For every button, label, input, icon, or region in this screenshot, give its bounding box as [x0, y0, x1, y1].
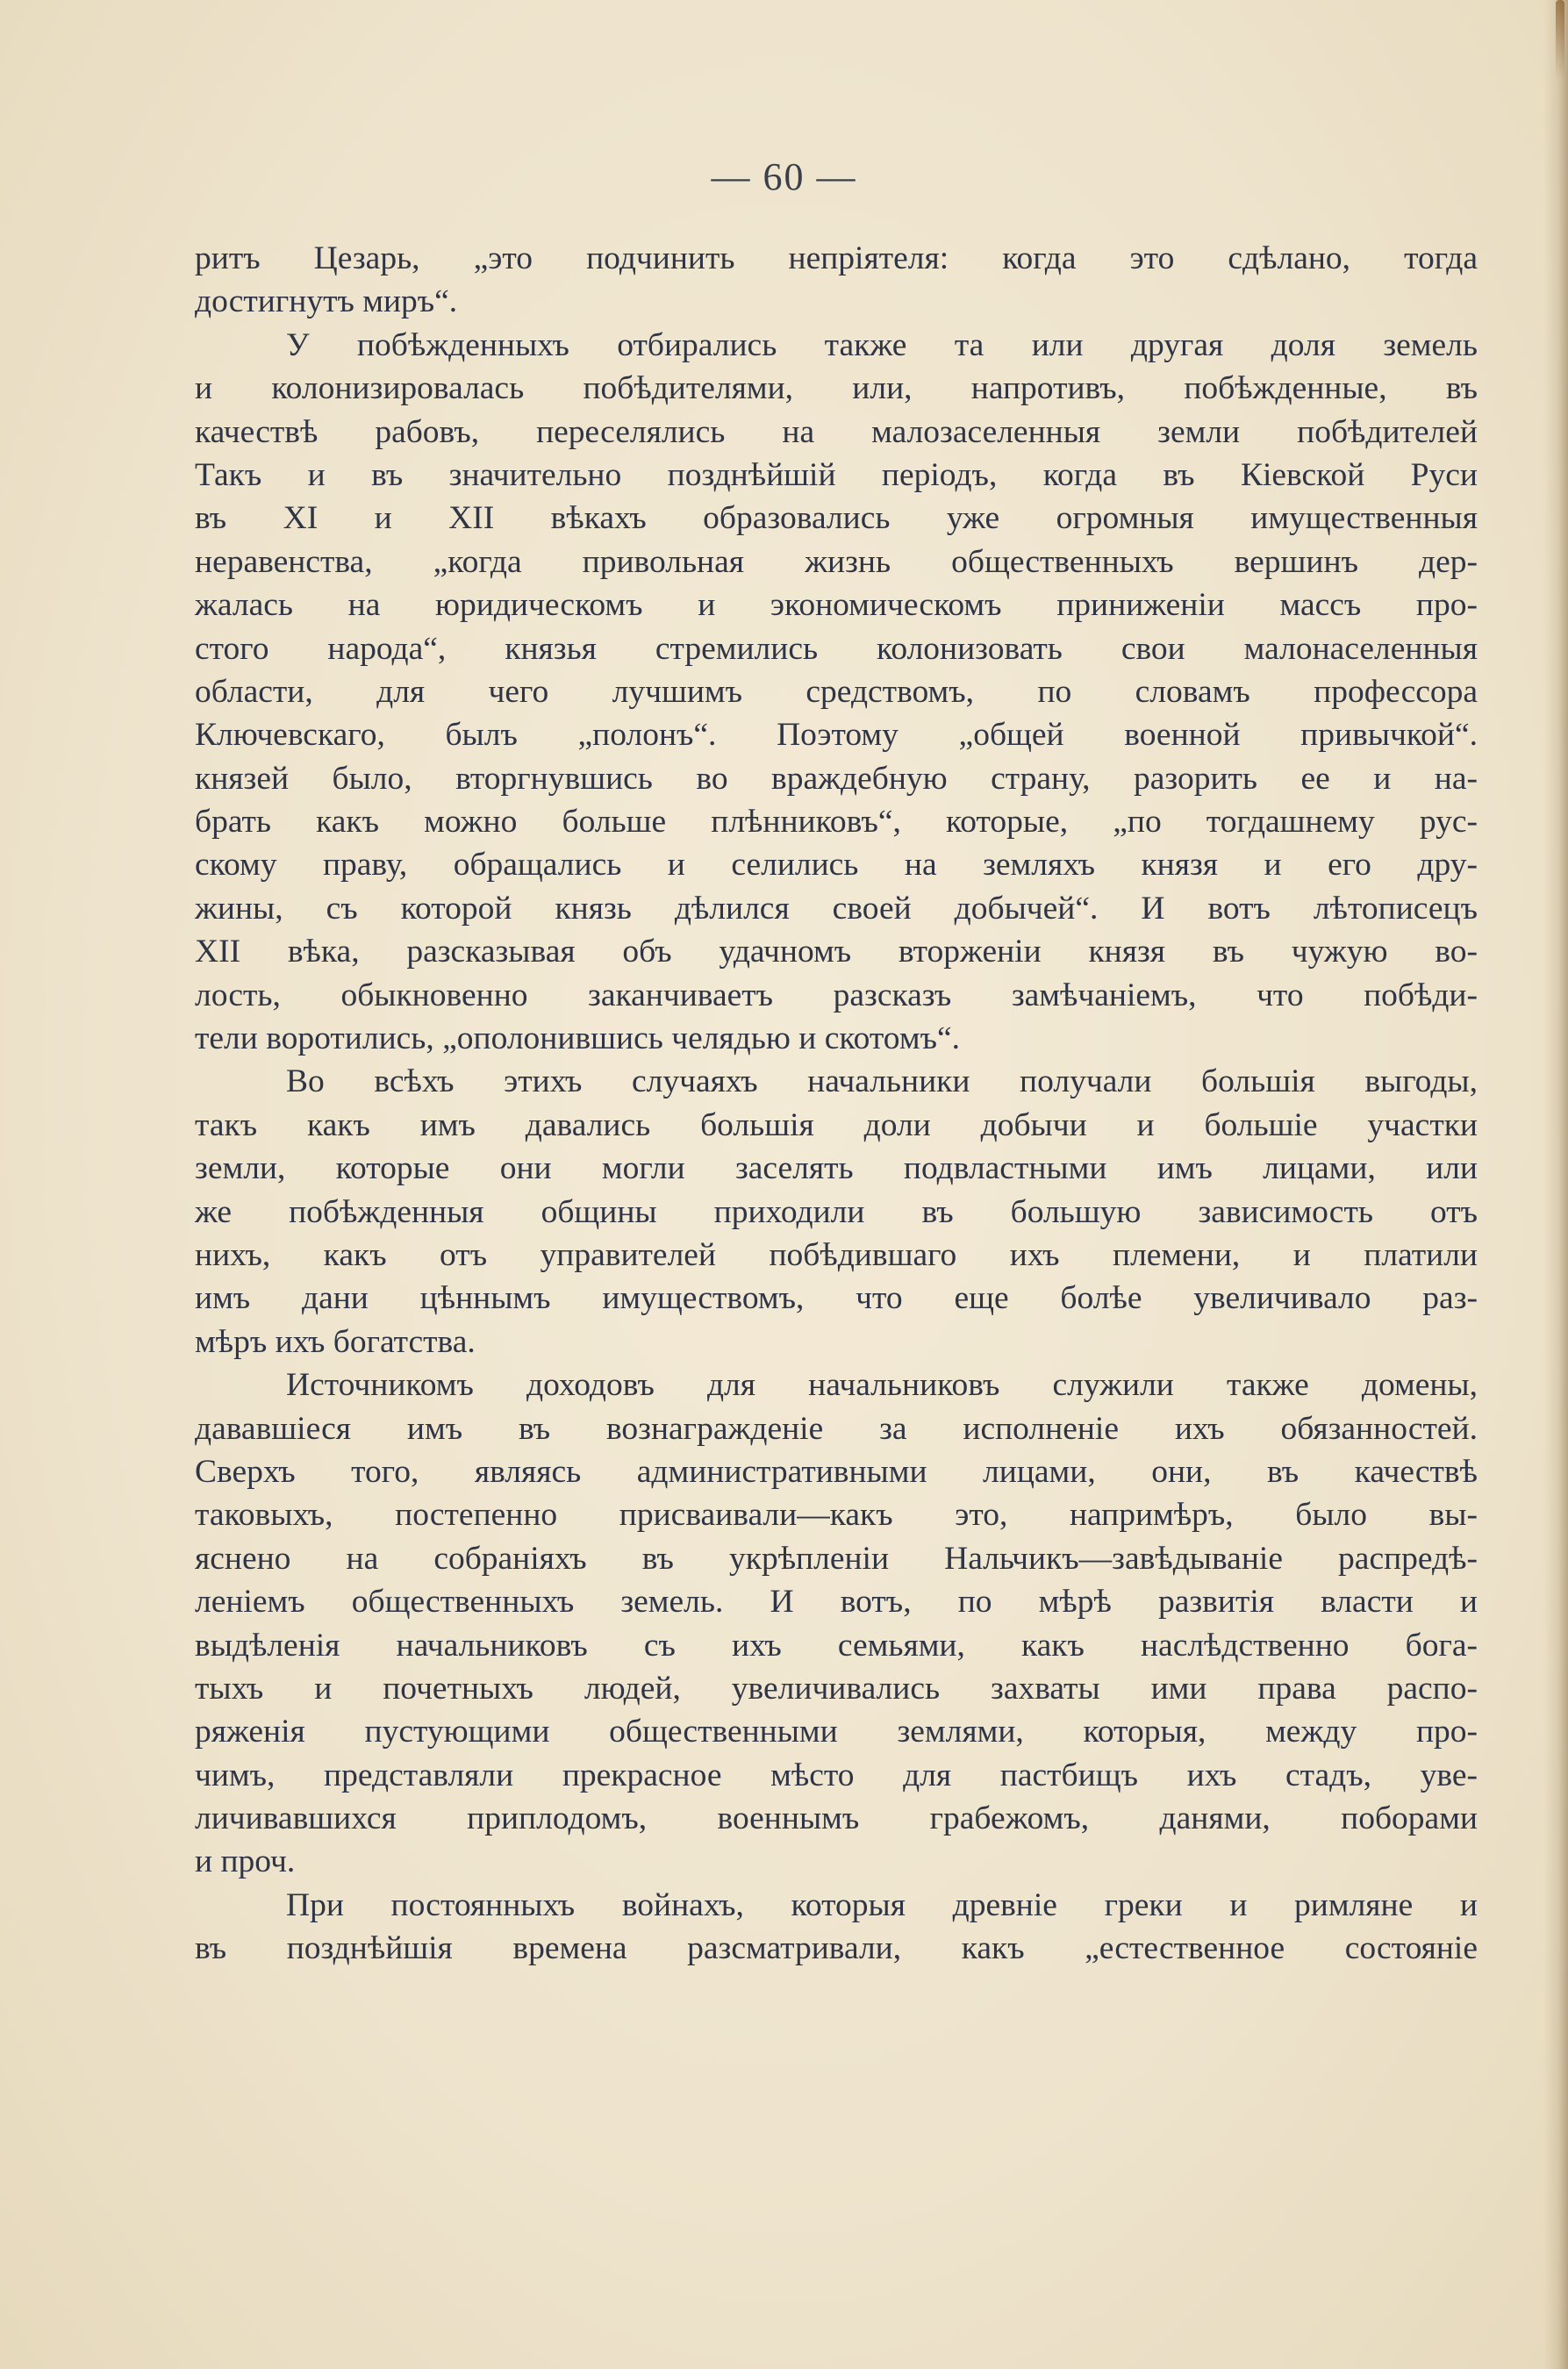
text-line: Источникомъ доходовъ для начальниковъ служили также домены,: [286, 1367, 1478, 1404]
text-line: стого народа“, князья стремились колонизовать свои малонаселенныя: [195, 630, 1478, 667]
text-line: ритъ Цезарь, „это подчинить непріятеля: когда это сдѣлано, тогда: [195, 240, 1478, 276]
text-line: дававшіеся имъ въ вознагражденіе за исполненіе ихъ обязанностей.: [195, 1410, 1478, 1447]
text-line: такъ какъ имъ давались большія доли добычи и большіе участки: [195, 1106, 1478, 1143]
text-line: чимъ, представляли прекрасное мѣсто для пастбищъ ихъ стадъ, уве-: [195, 1757, 1478, 1793]
text-line: нихъ, какъ отъ управителей побѣдившаго ихъ племени, и платили: [195, 1236, 1478, 1273]
text-line: У побѣжденныхъ отбирались также та или другая доля земель: [286, 326, 1478, 363]
text-line: лость, обыкновенно заканчиваетъ разсказъ замѣчаніемъ, что побѣди-: [195, 977, 1478, 1013]
text-line: личивавшихся приплодомъ, военнымъ грабежомъ, данями, поборами: [195, 1800, 1478, 1837]
text-line: и проч.: [195, 1843, 296, 1880]
text-line: князей было, вторгнувшись во враждебную страну, разорить ее и на-: [195, 760, 1478, 797]
text-line: жины, съ которой князь дѣлился своей добычей“. И вотъ лѣтописецъ: [195, 890, 1478, 927]
text-line: области, для чего лучшимъ средствомъ, по словамъ профессора: [195, 673, 1478, 710]
text-line: XII вѣка, разсказывая объ удачномъ вторженіи князя въ чужую во-: [195, 934, 1478, 970]
text-line: леніемъ общественныхъ земель. И вотъ, по мѣрѣ развитія власти и: [195, 1584, 1478, 1621]
text-line: выдѣленія начальниковъ съ ихъ семьями, какъ наслѣдственно бога-: [195, 1627, 1478, 1664]
text-line: въ позднѣйшія времена разсматривали, какъ „естественное состояніе: [195, 1930, 1478, 1967]
text-line: таковыхъ, постепенно присваивали—какъ это, напримѣръ, было вы-: [195, 1497, 1478, 1534]
text-line: достигнутъ миръ“.: [195, 283, 458, 320]
text-line: тыхъ и почетныхъ людей, увеличивались захваты ими права распо-: [195, 1670, 1478, 1707]
text-line: Сверхъ того, являясь административными лицами, они, въ качествѣ: [195, 1453, 1478, 1490]
text-line: качествѣ рабовъ, переселялись на малозаселенныя земли побѣдителей: [195, 413, 1478, 450]
text-line: скому праву, обращались и селились на земляхъ князя и его дру-: [195, 847, 1478, 884]
page-edge-shadow: [1543, 0, 1568, 2369]
text-line: имъ дани цѣннымъ имуществомъ, что еще болѣе увеличивало раз-: [195, 1280, 1478, 1317]
text-line: же побѣжденныя общины приходили въ большую зависимость отъ: [195, 1193, 1478, 1230]
text-line: и колонизировалась побѣдителями, или, напротивъ, побѣжденные, въ: [195, 370, 1478, 407]
text-line: жалась на юридическомъ и экономическомъ приниженіи массъ про-: [195, 587, 1478, 624]
text-line: брать какъ можно больше плѣнниковъ“, которые, „по тогдашнему рус-: [195, 804, 1478, 841]
page-number: — 60 —: [711, 155, 857, 198]
text-line: Такъ и въ значительно позднѣйшій періодъ, когда въ Кіевской Руси: [195, 456, 1478, 493]
text-line: тели воротились, „ополонившись челядью и скотомъ“.: [195, 1020, 960, 1057]
text-line: мѣръ ихъ богатства.: [195, 1323, 476, 1360]
text-line: При постоянныхъ войнахъ, которыя древніе греки и римляне и: [286, 1886, 1478, 1923]
text-line: Во всѣхъ этихъ случаяхъ начальники получали большія выгоды,: [286, 1063, 1478, 1100]
page-edge-stain: [1556, 0, 1564, 79]
text-line: земли, которые они могли заселять подвластными имъ лицами, или: [195, 1150, 1478, 1187]
text-line: Ключевскаго, былъ „полонъ“. Поэтому „общей военной привычкой“.: [195, 717, 1478, 754]
text-line: неравенства, „когда привольная жизнь общественныхъ вершинъ дер-: [195, 543, 1478, 580]
body-text: [195, 237, 1478, 1971]
text-line: ряженія пустующими общественными землями, которыя, между про-: [195, 1714, 1478, 1750]
text-line: яснено на собраніяхъ въ укрѣпленіи Нальчикъ—завѣдываніе распредѣ-: [195, 1540, 1478, 1577]
text-line: въ XI и XII вѣкахъ образовались уже огромныя имущественныя: [195, 500, 1478, 537]
